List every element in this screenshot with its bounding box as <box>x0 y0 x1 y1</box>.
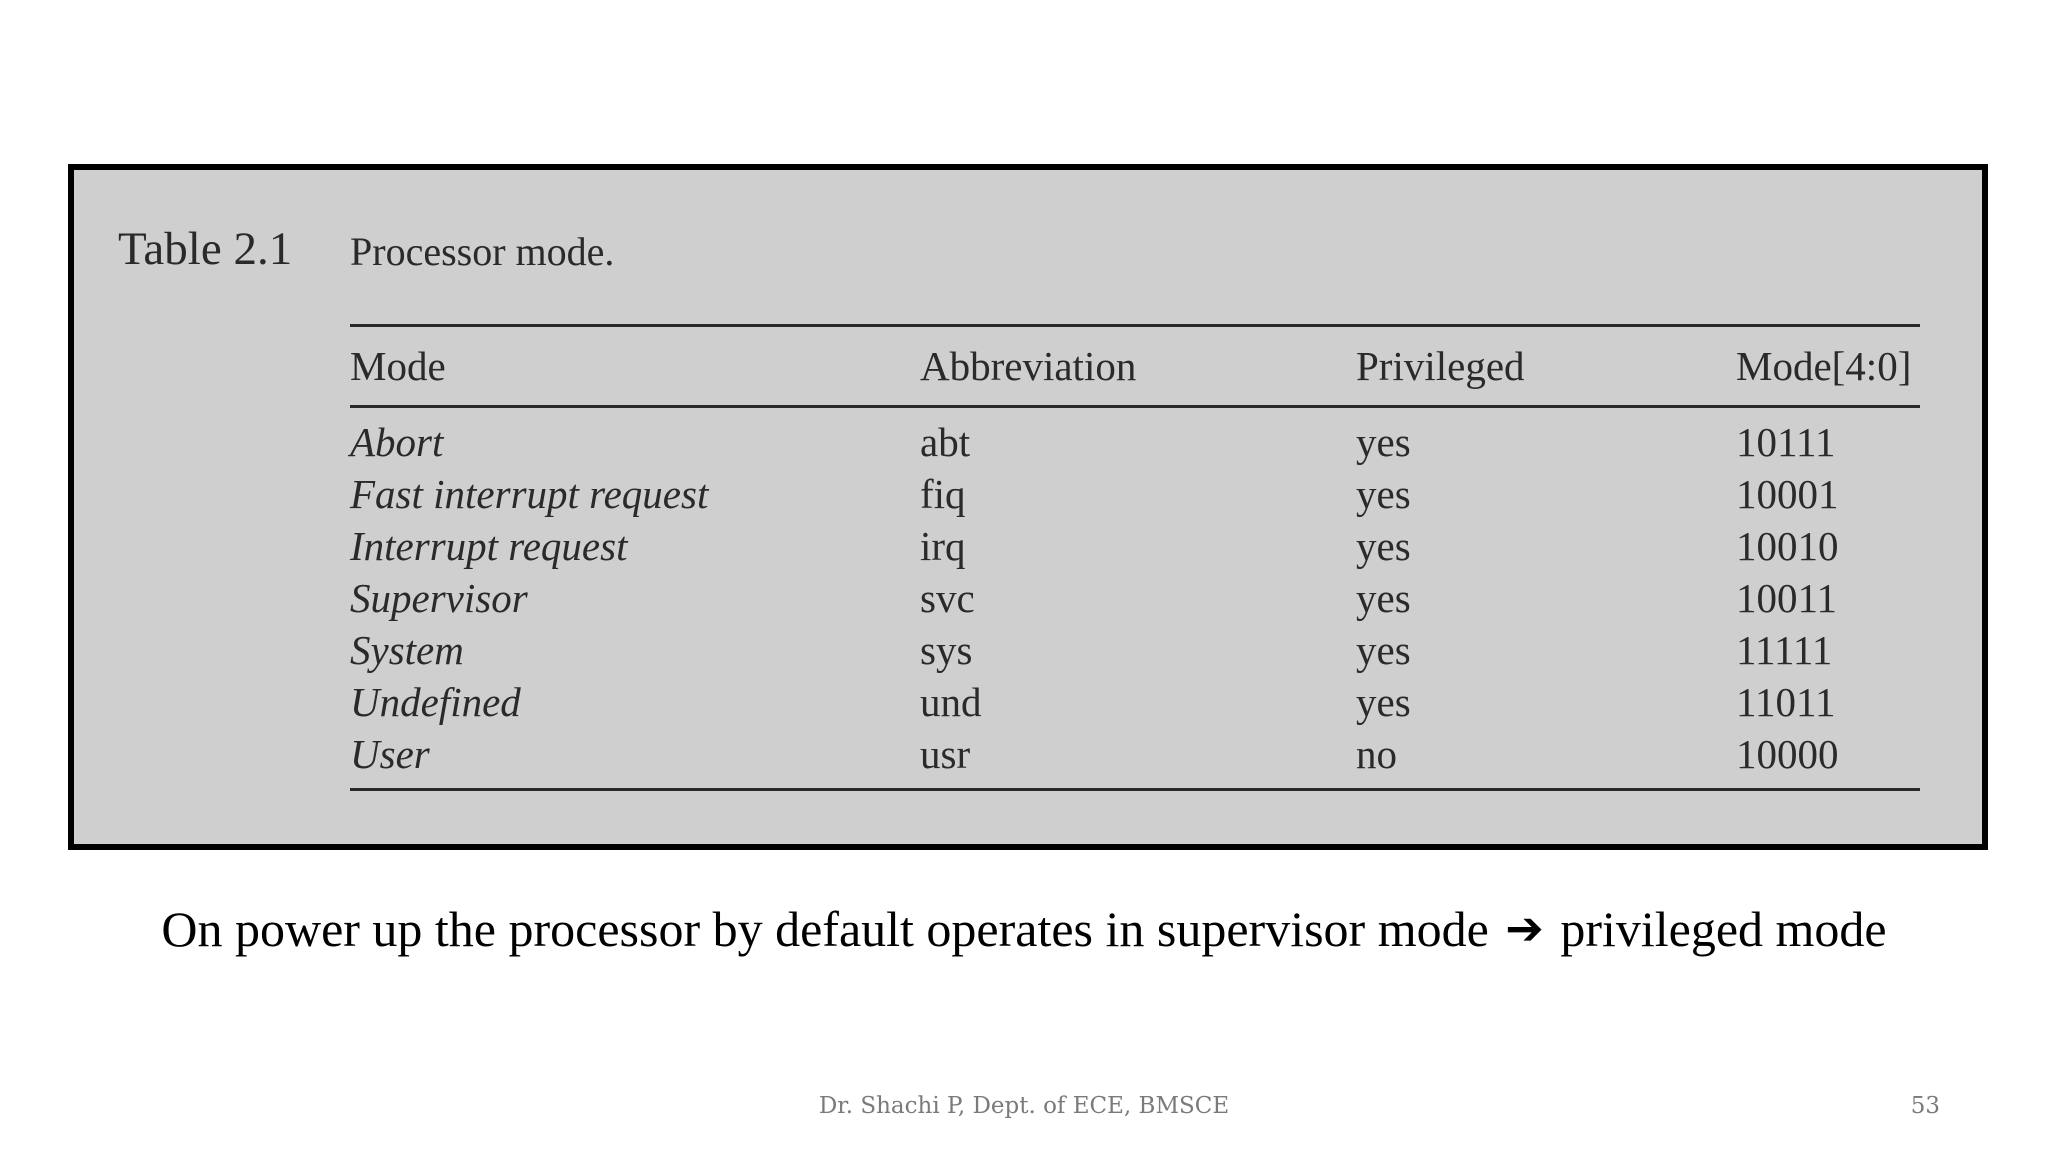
table-row <box>350 572 1920 624</box>
column-header-mode-bits: Mode[4:0] <box>1736 343 1912 389</box>
mode-cell: Undefined <box>350 679 521 725</box>
table-caption: Processor mode. <box>350 229 615 274</box>
mode-cell: System <box>350 627 464 673</box>
mode-bits-cell: 10111 <box>1736 419 1836 465</box>
mode-bits-cell: 11111 <box>1736 627 1833 673</box>
right-arrow-icon: ➔ <box>1505 901 1544 955</box>
abbreviation-cell: abt <box>920 419 971 465</box>
privileged-cell: yes <box>1356 471 1411 517</box>
processor-mode-table <box>350 324 1920 791</box>
mode-cell: Interrupt request <box>350 523 628 569</box>
mode-cell: Abort <box>350 419 444 465</box>
table-row <box>350 728 1920 790</box>
table-header-row <box>350 326 1920 407</box>
abbreviation-cell: und <box>920 679 982 725</box>
abbreviation-cell: fiq <box>920 471 966 517</box>
abbreviation-cell: irq <box>920 523 966 569</box>
mode-cell: Fast interrupt request <box>350 471 709 517</box>
table-row <box>350 468 1920 520</box>
statement-conclusion: privileged mode <box>1560 901 1887 957</box>
statement-text: On power up the processor by default operates in supervisor mode <box>161 901 1489 957</box>
table-label: Table 2.1 <box>118 223 293 275</box>
privileged-cell: yes <box>1356 523 1411 569</box>
table-figure <box>68 164 1988 850</box>
mode-cell: User <box>350 731 430 777</box>
table-row <box>350 624 1920 676</box>
abbreviation-cell: usr <box>920 731 971 777</box>
column-header-abbreviation: Abbreviation <box>920 343 1137 389</box>
mode-bits-cell: 10010 <box>1736 523 1839 569</box>
mode-bits-cell: 11011 <box>1736 679 1836 725</box>
privileged-cell: yes <box>1356 679 1411 725</box>
privileged-cell: yes <box>1356 627 1411 673</box>
mode-bits-cell: 10011 <box>1736 575 1837 621</box>
mode-bits-cell: 10001 <box>1736 471 1839 517</box>
privileged-cell: no <box>1356 731 1397 777</box>
mode-bits-cell: 10000 <box>1736 731 1839 777</box>
footer-credit: Dr. Shachi P, Dept. of ECE, BMSCE <box>818 1093 1230 1119</box>
table-row <box>350 676 1920 728</box>
abbreviation-cell: svc <box>920 575 975 621</box>
column-header-mode: Mode <box>350 343 446 389</box>
power-up-statement <box>0 900 2048 958</box>
table-row <box>350 520 1920 572</box>
abbreviation-cell: sys <box>920 627 973 673</box>
column-header-privileged: Privileged <box>1356 343 1525 389</box>
page-number: 53 <box>1910 1093 1940 1119</box>
privileged-cell: yes <box>1356 419 1411 465</box>
mode-cell: Supervisor <box>350 575 528 621</box>
privileged-cell: yes <box>1356 575 1411 621</box>
table-row <box>350 407 1920 469</box>
